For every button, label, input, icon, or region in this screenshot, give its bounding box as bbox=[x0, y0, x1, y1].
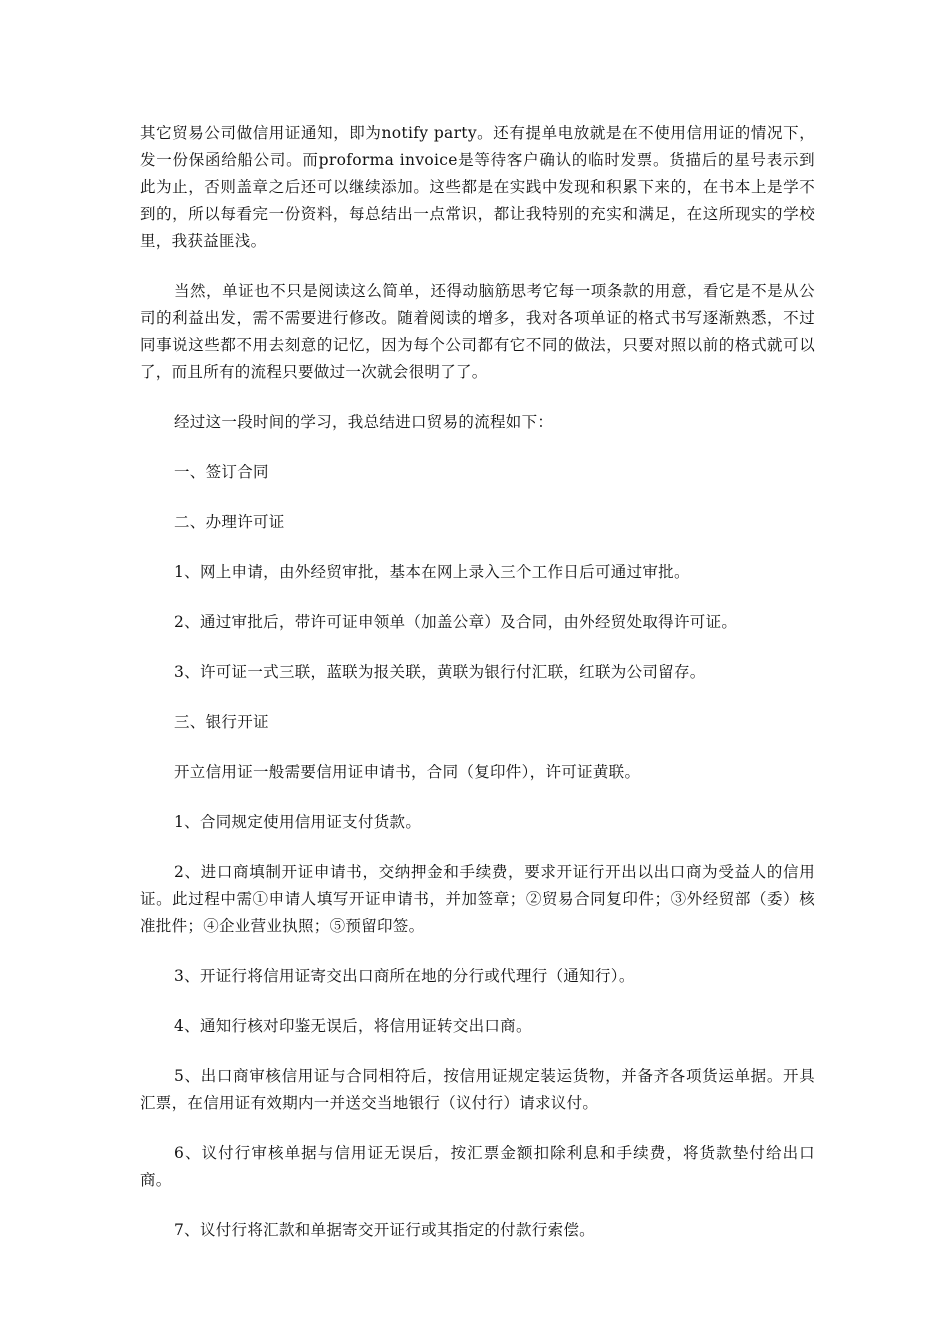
section-heading-bank-lc: 三、银行开证 bbox=[174, 713, 269, 731]
list-item-lc-step-7: 7、议付行将汇款和单据寄交开证行或其指定的付款行索偿。 bbox=[174, 1221, 595, 1239]
list-item-obtain-license: 2、通过审批后，带许可证申领单（加盖公章）及合同，由外经贸处取得许可证。 bbox=[174, 613, 738, 631]
list-item-lc-step-3: 3、开证行将信用证寄交出口商所在地的分行或代理行（通知行）。 bbox=[174, 967, 635, 985]
paragraph-summary-intro: 经过这一段时间的学习，我总结进口贸易的流程如下： bbox=[174, 413, 554, 431]
list-item-lc-step-2: 2、进口商填制开证申请书，交纳押金和手续费，要求开证行开出以出口商为受益人的信用证。此过程中需①申请人填写开证申请书，并加签章；②贸易合同复印件；③外经贸部（委）核准批件；④企业营业执照；⑤预留印签。 bbox=[140, 863, 815, 935]
paragraph-document-review: 当然，单证也不只是阅读这么简单，还得动脑筋思考它每一项条款的用意，看它是不是从公司的利益出发，需不需要进行修改。随着阅读的增多，我对各项单证的格式书写逐渐熟悉，不过同事说这些都不用去刻意的记忆，因为每个公司都有它不同的做法，只要对照以前的格式就可以了，而且所有的流程只要做过一次就会很明了了。 bbox=[140, 282, 815, 381]
list-item-lc-step-6: 6、议付行审核单据与信用证无误后，按汇票金额扣除利息和手续费，将货款垫付给出口商。 bbox=[140, 1144, 815, 1189]
list-item-license-copies: 3、许可证一式三联，蓝联为报关联，黄联为银行付汇联，红联为公司留存。 bbox=[174, 663, 706, 681]
list-item-lc-step-5: 5、出口商审核信用证与合同相符后，按信用证规定装运货物，并备齐各项货运单据。开具汇票，在信用证有效期内一并送交当地银行（议付行）请求议付。 bbox=[140, 1067, 815, 1112]
document-body bbox=[140, 120, 815, 1244]
section-heading-license: 二、办理许可证 bbox=[174, 513, 285, 531]
paragraph-lc-requirements: 开立信用证一般需要信用证申请书，合同（复印件），许可证黄联。 bbox=[174, 763, 641, 781]
paragraph-notify-party: 其它贸易公司做信用证通知，即为notify party。还有提单电放就是在不使用信用证的情况下，发一份保函给船公司。而proforma invoice是等待客户确认的临时发票。货描后的星号表示到此为止，否则盖章之后还可以继续添加。这些都是在实践中发现和积累下来的，在书本上是学不到的，所以每看完一份资料，每总结出一点常识，都让我特别的充实和满足，在这所现实的学校里，我获益匪浅。 bbox=[140, 124, 815, 250]
list-item-online-application: 1、网上申请，由外经贸审批，基本在网上录入三个工作日后可通过审批。 bbox=[174, 563, 690, 581]
list-item-lc-step-4: 4、通知行核对印鉴无误后，将信用证转交出口商。 bbox=[174, 1017, 532, 1035]
section-heading-sign-contract: 一、签订合同 bbox=[174, 463, 269, 481]
list-item-lc-step-1: 1、合同规定使用信用证支付货款。 bbox=[174, 813, 422, 831]
